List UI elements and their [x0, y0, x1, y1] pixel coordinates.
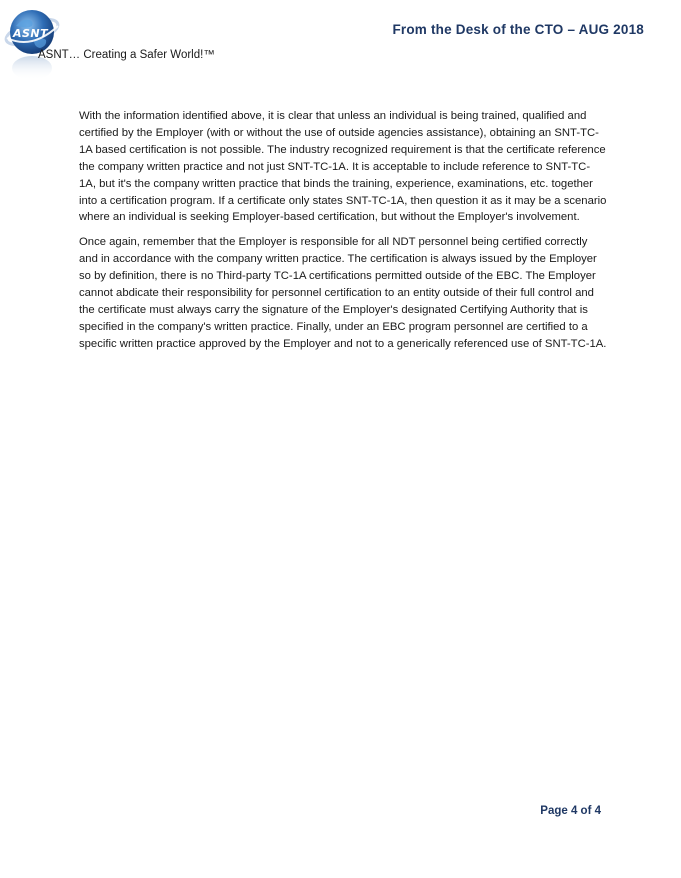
body-text [79, 108, 607, 361]
header-title: From the Desk of the CTO – AUG 2018 [392, 22, 644, 37]
logo-wordmark: ASNT [13, 27, 49, 40]
tagline: ASNT… Creating a Safer World!™ [38, 49, 215, 61]
paragraph: With the information identified above, it is clear that unless an individual is being trained, qualified and certified by the Employer (with or without the use of outside agencies assistance), obtaining an SNT-TC-1A based certification is not possible. The industry recognized requirement is that the certificate reference the company written practice and not just SNT-TC-1A. It is acceptable to include reference to SNT-TC-1A, but it's the company written practice that binds the training, experience, examinations, etc. together into a certification program. If a certificate only states SNT-TC-1A, then question it as it may be a scenario where an individual is seeking Employer-based certification, but without the Employer's involvement. [79, 110, 607, 224]
asnt-logo [4, 6, 74, 82]
page-number: Page 4 of 4 [540, 805, 601, 817]
paragraph: Once again, remember that the Employer is responsible for all NDT personnel being certified correctly and in accordance with the company written practice. The certification is always issued by the Employer so by definition, there is no Third-party TC-1A certifications permitted outside of the EBC. The Employer cannot abdicate their responsibility for personnel certification to an entity outside of their full control and the certificate must always carry the signature of the Employer's designated Certifying Authority that is specified in the company's written practice. Finally, under an EBC program personnel are certified to a specific written practice approved by the Employer and not to a generically referenced use of SNT-TC-1A. [79, 236, 607, 350]
globe-icon [4, 6, 74, 82]
